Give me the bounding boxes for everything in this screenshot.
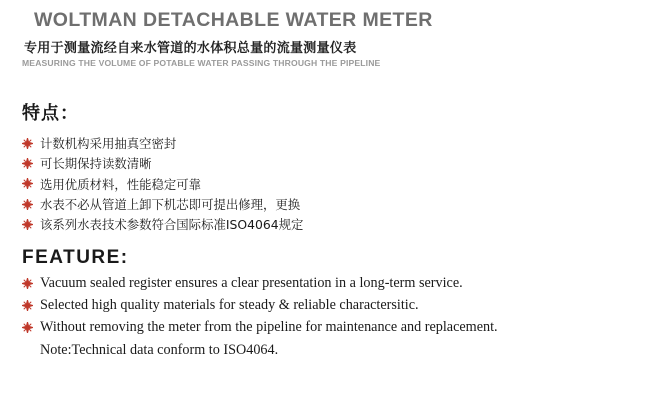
english-subtitle: MEASURING THE VOLUME OF POTABLE WATER PASSING THROUGH THE PIPELINE [22, 58, 381, 68]
english-feature-item [22, 317, 498, 339]
chinese-feature-text: 可长期保持读数清晰 [40, 156, 152, 172]
chinese-feature-text: 计数机构采用抽真空密封 [40, 136, 177, 152]
chinese-feature-item [22, 214, 303, 234]
english-feature-item [22, 272, 498, 294]
chinese-subtitle: 专用于测量流经自来水管道的水体积总量的流量测量仪表 [24, 41, 357, 56]
page-title: WOLTMAN DETACHABLE WATER METER [34, 9, 433, 31]
chinese-feature-text: 选用优质材料，性能稳定可靠 [40, 176, 202, 192]
chinese-feature-item [22, 194, 303, 214]
chinese-features-list [22, 133, 303, 234]
english-feature-text: Vacuum sealed register ensures a clear presentation in a long-term service. [40, 274, 463, 291]
star-bullet-icon [22, 219, 33, 230]
english-feature-item [22, 294, 498, 316]
chinese-feature-text: 水表不必从管道上卸下机芯即可提出修理，更换 [40, 197, 301, 213]
english-features-heading: FEATURE: [22, 247, 129, 268]
chinese-feature-item [22, 174, 303, 194]
chinese-feature-item [22, 153, 303, 173]
english-features-list [22, 272, 498, 361]
english-feature-text: Without removing the meter from the pipeline for maintenance and replacement. [40, 319, 498, 336]
star-bullet-icon [22, 138, 33, 149]
star-bullet-icon [22, 199, 33, 210]
star-bullet-icon [22, 178, 33, 189]
star-bullet-icon [22, 158, 33, 169]
english-feature-text: Selected high quality materials for steady & reliable charactersitic. [40, 296, 419, 313]
chinese-feature-text: 该系列水表技术参数符合国际标准ISO4064规定 [40, 217, 304, 233]
chinese-features-heading: 特点： [22, 103, 79, 124]
star-bullet-icon [22, 300, 33, 311]
technical-note: Note:Technical data conform to ISO4064. [40, 341, 279, 358]
star-bullet-icon [22, 322, 33, 333]
chinese-feature-item [22, 133, 303, 153]
star-bullet-icon [22, 278, 33, 289]
